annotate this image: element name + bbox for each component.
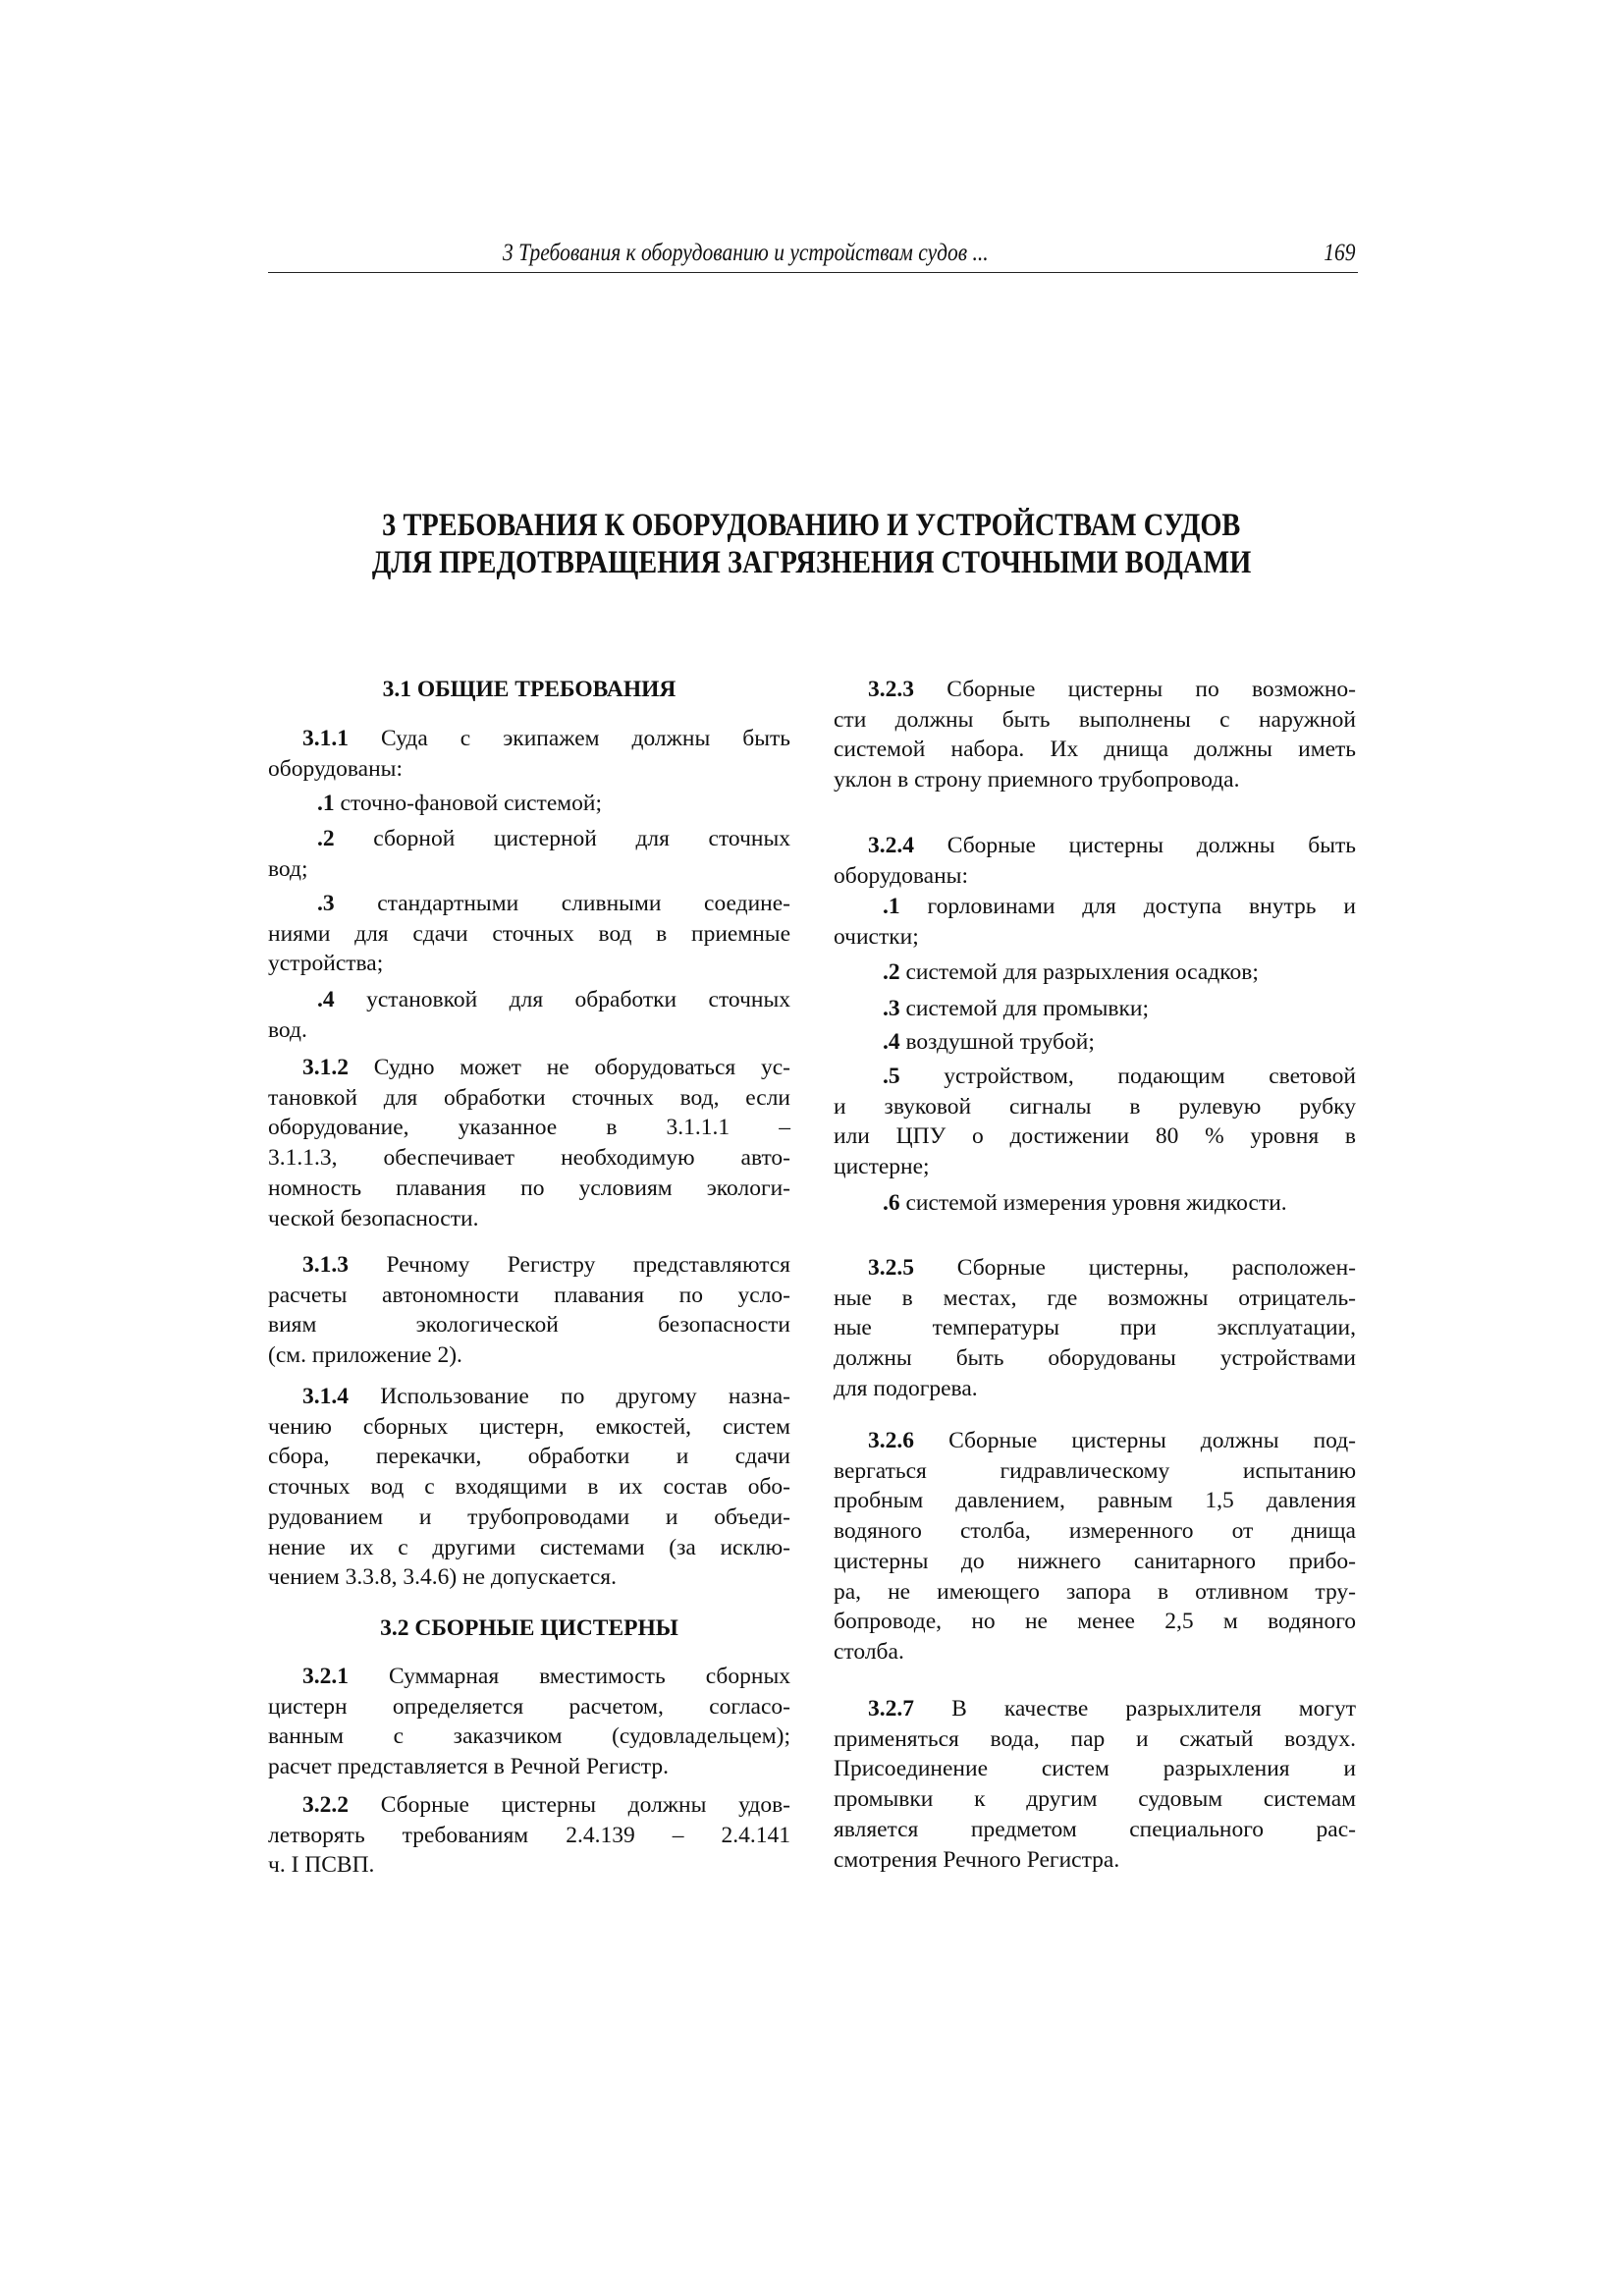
line-text: Речному Регистру представляются xyxy=(386,1252,790,1278)
list-item-line xyxy=(883,1027,1356,1058)
clause-number: 3.2.2 xyxy=(302,1792,349,1818)
line-text: ванным с заказчиком (судовладельцем); xyxy=(268,1723,790,1750)
list-item-line xyxy=(317,889,790,919)
paragraph-line xyxy=(834,1343,1356,1374)
paragraph-line xyxy=(302,1382,790,1412)
clause-number: .4 xyxy=(883,1029,900,1055)
line-text: системой набора. Их днища должны иметь xyxy=(834,737,1356,763)
paragraph-line xyxy=(268,1821,790,1851)
clause-number: .2 xyxy=(883,959,900,985)
line-text: Суммарная вместимость сборных xyxy=(389,1664,790,1689)
list-item-line xyxy=(268,949,790,979)
clause-number: 3.2.7 xyxy=(868,1696,914,1722)
paragraph-line xyxy=(834,765,1356,795)
line-text: промывки к другим судовым системам xyxy=(834,1786,1356,1813)
line-text: оборудованы: xyxy=(834,862,968,889)
paragraph-line xyxy=(268,1412,790,1443)
line-text: должны быть оборудованы устройствами xyxy=(834,1345,1356,1372)
paragraph-line xyxy=(834,1486,1356,1516)
line-text: устройством, подающим световой xyxy=(944,1064,1356,1089)
list-item-line xyxy=(317,985,790,1015)
line-text: применяться вода, пар и сжатый воздух. xyxy=(834,1725,1356,1752)
line-text: системой измерения уровня жидкости. xyxy=(905,1190,1287,1216)
paragraph-line xyxy=(834,1784,1356,1815)
line-text: пробным давлением, равным 1,5 давления xyxy=(834,1488,1356,1514)
list-item-line xyxy=(268,1015,790,1046)
line-text: Суда с экипажем должны быть xyxy=(381,726,791,751)
paragraph-line xyxy=(302,1790,790,1821)
paragraph-line xyxy=(268,1281,790,1311)
paragraph-line xyxy=(834,1456,1356,1487)
clause-number: 3.2.3 xyxy=(868,677,914,702)
line-text: устройства; xyxy=(268,951,384,977)
chapter-title-line-1 xyxy=(0,507,1623,544)
line-text: (см. приложение 2). xyxy=(268,1342,462,1369)
line-text: сточных вод с входящими в их состав обо- xyxy=(268,1474,790,1501)
line-text: или ЦПУ о достижении 80 % уровня в xyxy=(834,1123,1356,1150)
clause-number: .3 xyxy=(317,891,335,916)
line-text: цистерне; xyxy=(834,1154,930,1180)
line-text: оборудованы: xyxy=(268,755,403,782)
line-text: летворять требованиям 2.4.139 – 2.4.141 xyxy=(268,1822,790,1848)
list-item-line xyxy=(834,1121,1356,1152)
list-item-line xyxy=(883,1062,1356,1092)
clause-number: .2 xyxy=(317,826,335,851)
paragraph-line xyxy=(834,1374,1356,1404)
line-text: номность плавания по условиям экологи- xyxy=(268,1175,790,1201)
paragraph-line xyxy=(268,1472,790,1503)
line-text: расчеты автономности плавания по усло- xyxy=(268,1282,790,1308)
line-text: цистерны до нижнего санитарного прибо- xyxy=(834,1548,1356,1574)
paragraph-line xyxy=(268,1503,790,1533)
running-header-title: 3 Требования к оборудованию и устройствам судов ... xyxy=(503,240,989,266)
line-text: Сборные цистерны по возможно- xyxy=(947,677,1356,702)
line-text: Судно может не оборудоваться ус- xyxy=(373,1055,790,1080)
paragraph-line xyxy=(302,1053,790,1083)
list-item-line xyxy=(834,1152,1356,1182)
line-text: Присоединение систем разрыхления и xyxy=(834,1756,1356,1782)
line-text: ра, не имеющего запора в отливном тру- xyxy=(834,1578,1356,1605)
line-text: смотрения Речного Регистра. xyxy=(834,1846,1120,1873)
list-item-line xyxy=(883,957,1356,988)
clause-number: 3.1.3 xyxy=(302,1252,349,1278)
clause-number: 3.2.4 xyxy=(868,833,914,858)
line-text: ческой безопасности. xyxy=(268,1205,479,1231)
list-item-line xyxy=(883,994,1356,1024)
line-text: уклон в строну приемного трубопровода. xyxy=(834,767,1240,793)
clause-number: 3.1.2 xyxy=(302,1055,349,1080)
clause-number: 3.2.6 xyxy=(868,1428,914,1453)
clause-number: .4 xyxy=(317,987,335,1012)
chapter-title-text: ДЛЯ ПРЕДОТВРАЩЕНИЯ ЗАГРЯЗНЕНИЯ СТОЧНЫМИ ВОДАМИ xyxy=(371,545,1252,580)
paragraph-line xyxy=(868,1694,1356,1724)
line-text: является предметом специального рас- xyxy=(834,1816,1356,1842)
paragraph-line xyxy=(302,724,790,754)
paragraph-line xyxy=(302,1250,790,1281)
line-text: чению сборных цистерн, емкостей, систем xyxy=(268,1413,790,1440)
paragraph-line xyxy=(302,1662,790,1692)
line-text: виям экологической безопасности xyxy=(268,1312,790,1339)
line-text: нение их с другими системами (за исклю- xyxy=(268,1534,790,1560)
header-rule xyxy=(268,272,1358,273)
line-text: воздушной трубой; xyxy=(905,1029,1095,1055)
paragraph-line xyxy=(268,1562,790,1593)
paragraph-line xyxy=(268,1533,790,1563)
line-text: установкой для обработки сточных xyxy=(366,987,790,1012)
line-text: оборудование, указанное в 3.1.1.1 – xyxy=(268,1115,790,1141)
paragraph-line xyxy=(268,1083,790,1114)
clause-number: .1 xyxy=(883,894,900,919)
paragraph-line xyxy=(868,1426,1356,1456)
paragraph-line xyxy=(834,1815,1356,1845)
list-item-line xyxy=(268,919,790,950)
line-text: Использование по другому назна- xyxy=(380,1384,790,1409)
paragraph-line xyxy=(834,1607,1356,1637)
list-item-line xyxy=(268,854,790,885)
paragraph-line xyxy=(868,675,1356,705)
chapter-title-line-2 xyxy=(0,544,1623,581)
line-text: горловинами для доступа внутрь и xyxy=(927,894,1356,919)
paragraph-line xyxy=(268,754,790,785)
page-number: 169 xyxy=(1323,240,1355,266)
paragraph-line xyxy=(834,1637,1356,1667)
line-text: сточно-фановой системой; xyxy=(340,791,602,816)
line-text: Сборные цистерны, расположен- xyxy=(956,1255,1357,1281)
line-text: ч. I ПСВП. xyxy=(268,1852,375,1879)
line-text: вод. xyxy=(268,1016,307,1043)
line-text: В качестве разрыхлителя могут xyxy=(951,1696,1356,1722)
section-heading: 3.1 ОБЩИЕ ТРЕБОВАНИЯ xyxy=(382,677,676,702)
paragraph-line xyxy=(834,735,1356,765)
line-text: системой для промывки; xyxy=(905,996,1149,1021)
paragraph-line xyxy=(834,1577,1356,1608)
paragraph-line xyxy=(268,1340,790,1371)
clause-number: .3 xyxy=(883,996,900,1021)
clause-number: .6 xyxy=(883,1190,900,1216)
paragraph-line xyxy=(834,1845,1356,1876)
paragraph-line xyxy=(268,1310,790,1340)
line-text: очистки; xyxy=(834,923,919,950)
line-text: и звуковой сигналы в рулевую рубку xyxy=(834,1093,1356,1120)
paragraph-line xyxy=(268,1113,790,1143)
paragraph-line xyxy=(268,1850,790,1881)
line-text: столба. xyxy=(834,1638,904,1665)
paragraph-line xyxy=(268,1442,790,1472)
paragraph-line xyxy=(834,705,1356,736)
paragraph-line xyxy=(268,1722,790,1752)
chapter-title-text: 3 ТРЕБОВАНИЯ К ОБОРУДОВАНИЮ И УСТРОЙСТВАМ СУДОВ xyxy=(382,508,1241,543)
list-item-line xyxy=(317,824,790,854)
clause-number: 3.2.5 xyxy=(868,1255,914,1281)
clause-number: 3.1.4 xyxy=(302,1384,349,1409)
paragraph-line xyxy=(834,1754,1356,1784)
line-text: Сборные цистерны должны быть xyxy=(947,833,1356,858)
section-heading: 3.2 СБОРНЫЕ ЦИСТЕРНЫ xyxy=(380,1615,678,1641)
line-text: сти должны быть выполнены с наружной xyxy=(834,706,1356,733)
list-item-line xyxy=(834,1092,1356,1122)
list-item-line xyxy=(317,789,790,819)
line-text: вергаться гидравлическому испытанию xyxy=(834,1457,1356,1484)
clause-number: 3.1.1 xyxy=(302,726,349,751)
line-text: чением 3.3.8, 3.4.6) не допускается. xyxy=(268,1564,617,1591)
line-text: 3.1.1.3, обеспечивает необходимую авто- xyxy=(268,1145,790,1172)
line-text: ниями для сдачи сточных вод в приемные xyxy=(268,920,790,947)
paragraph-line xyxy=(834,1284,1356,1314)
paragraph-line xyxy=(834,861,1356,892)
clause-number: .5 xyxy=(883,1064,900,1089)
line-text: системой для разрыхления осадков; xyxy=(905,959,1259,985)
line-text: стандартными сливными соедине- xyxy=(377,891,790,916)
line-text: бопроводе, но не менее 2,5 м водяного xyxy=(834,1609,1356,1635)
list-item-line xyxy=(883,892,1356,922)
paragraph-line xyxy=(268,1692,790,1722)
paragraph-line xyxy=(834,1547,1356,1577)
paragraph-line xyxy=(268,1143,790,1174)
line-text: вод; xyxy=(268,855,308,882)
clause-number: .1 xyxy=(317,791,335,816)
paragraph-line xyxy=(834,1313,1356,1343)
paragraph-line xyxy=(268,1752,790,1782)
line-text: рудованием и трубопроводами и объеди- xyxy=(268,1503,790,1530)
line-text: расчет представляется в Речной Регистр. xyxy=(268,1754,669,1780)
line-text: сбора, перекачки, обработки и сдачи xyxy=(268,1444,790,1470)
paragraph-line xyxy=(268,1204,790,1234)
paragraph-line xyxy=(268,1174,790,1204)
paragraph-line xyxy=(868,1253,1356,1284)
paragraph-line xyxy=(834,1516,1356,1547)
line-text: ные в местах, где возможны отрицатель- xyxy=(834,1285,1356,1311)
paragraph-line xyxy=(834,1724,1356,1755)
line-text: тановкой для обработки сточных вод, если xyxy=(268,1084,790,1111)
line-text: Сборные цистерны должны удов- xyxy=(380,1792,790,1818)
paragraph-line xyxy=(868,831,1356,861)
clause-number: 3.2.1 xyxy=(302,1664,349,1689)
line-text: Сборные цистерны должны под- xyxy=(948,1428,1356,1453)
line-text: водяного столба, измеренного от днища xyxy=(834,1518,1356,1545)
list-item-line xyxy=(883,1188,1356,1219)
line-text: для подогрева. xyxy=(834,1375,978,1401)
line-text: цистерн определяется расчетом, согласо- xyxy=(268,1693,790,1720)
list-item-line xyxy=(834,922,1356,953)
line-text: сборной цистерной для сточных xyxy=(373,826,790,851)
line-text: ные температуры при эксплуатации, xyxy=(834,1315,1356,1341)
